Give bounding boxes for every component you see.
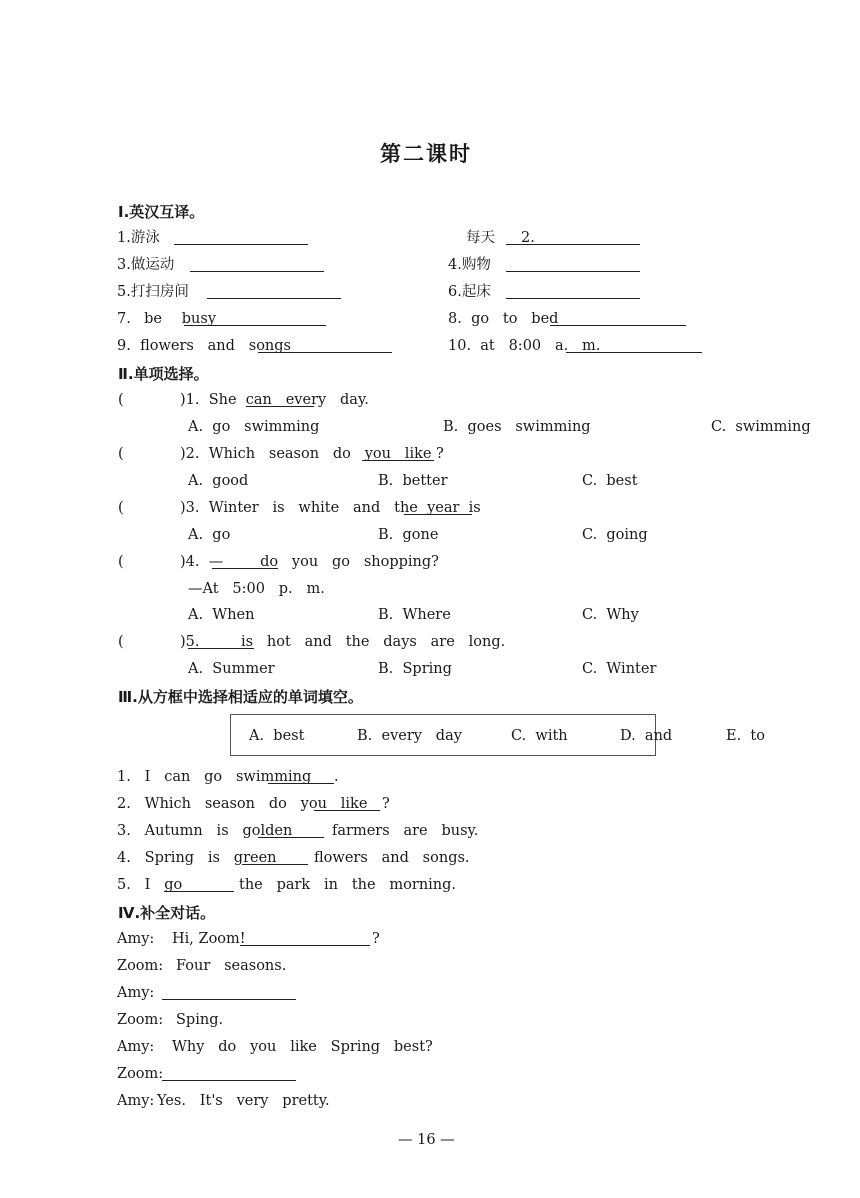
question-reply: —At 5:00 p. m. bbox=[188, 581, 325, 597]
answer-blank[interactable] bbox=[258, 352, 392, 353]
answer-blank[interactable] bbox=[404, 514, 472, 515]
s1-item-2: 每天 bbox=[466, 230, 495, 246]
answer-paren[interactable]: ( bbox=[118, 500, 124, 516]
word-option-a: A. best bbox=[249, 728, 305, 744]
answer-blank[interactable] bbox=[190, 271, 324, 272]
dialogue-tail: ? bbox=[372, 931, 380, 947]
fill-item-5-tail: the park in the morning. bbox=[239, 877, 457, 893]
answer-blank[interactable] bbox=[188, 648, 254, 649]
answer-blank[interactable] bbox=[240, 945, 370, 946]
dialogue-speaker: Zoom: bbox=[117, 958, 164, 974]
s1-item-6: 6.起床 bbox=[448, 284, 491, 300]
question-stem: )5. is hot and the days are long. bbox=[180, 634, 506, 650]
s1-item-8: 8. go to bed bbox=[448, 311, 559, 327]
answer-blank[interactable] bbox=[174, 244, 308, 245]
question-stem: )4. — do you go shopping? bbox=[180, 554, 439, 570]
fill-item-3: 3. Autumn is golden bbox=[117, 823, 293, 839]
s1-item-4: 4.购物 bbox=[448, 257, 491, 273]
answer-blank[interactable] bbox=[162, 1080, 296, 1081]
s1-item-7: 7. be busy bbox=[117, 311, 217, 327]
dialogue-speaker: Zoom: bbox=[117, 1066, 164, 1082]
dialogue-text: Four seasons. bbox=[176, 958, 287, 974]
answer-blank[interactable] bbox=[362, 460, 434, 461]
answer-paren[interactable]: ( bbox=[118, 392, 124, 408]
dialogue-speaker: Amy: bbox=[117, 1093, 155, 1109]
fill-item-3-tail: farmers are busy. bbox=[332, 823, 479, 839]
question-stem: )2. Which season do you like ? bbox=[180, 446, 444, 462]
option-a[interactable]: A. Summer bbox=[188, 661, 275, 677]
dialogue-text: Yes. It's very pretty. bbox=[157, 1093, 330, 1109]
fill-item-1-tail: . bbox=[334, 769, 339, 785]
answer-blank[interactable] bbox=[268, 783, 334, 784]
dialogue-speaker: Amy: bbox=[117, 931, 155, 947]
answer-blank[interactable] bbox=[242, 864, 308, 865]
fill-item-5: 5. I go bbox=[117, 877, 183, 893]
dialogue-text: Hi, Zoom! bbox=[172, 931, 246, 947]
dialogue-text: Sping. bbox=[176, 1012, 224, 1028]
dialogue-speaker: Amy: bbox=[117, 1039, 155, 1055]
option-b[interactable]: B. Where bbox=[378, 607, 451, 623]
s1-item-3: 3.做运动 bbox=[117, 257, 175, 273]
answer-blank[interactable] bbox=[184, 325, 326, 326]
word-option-c: C. with bbox=[511, 728, 568, 744]
s1-item-10: 10. at 8:00 a. m. bbox=[448, 338, 601, 354]
fill-item-2: 2. Which season do you like bbox=[117, 796, 368, 812]
section-4-heading: Ⅳ.补全对话。 bbox=[118, 904, 216, 922]
answer-blank[interactable] bbox=[207, 298, 341, 299]
s1-item-5: 5.打扫房间 bbox=[117, 284, 189, 300]
answer-blank[interactable] bbox=[162, 999, 296, 1000]
option-b[interactable]: B. Spring bbox=[378, 661, 452, 677]
dialogue-text: Why do you like Spring best? bbox=[172, 1039, 433, 1055]
answer-paren[interactable]: ( bbox=[118, 634, 124, 650]
word-option-b: B. every day bbox=[357, 728, 462, 744]
option-c[interactable]: C. swimming bbox=[711, 419, 811, 435]
dialogue-speaker: Zoom: bbox=[117, 1012, 164, 1028]
option-a[interactable]: A. good bbox=[188, 473, 249, 489]
section-1-heading: Ⅰ.英汉互译。 bbox=[118, 203, 205, 221]
page-number: — 16 — bbox=[398, 1132, 455, 1148]
word-option-e: E. to bbox=[726, 728, 765, 744]
answer-blank[interactable] bbox=[246, 406, 314, 407]
answer-blank[interactable] bbox=[212, 568, 278, 569]
answer-blank[interactable] bbox=[506, 298, 640, 299]
fill-item-4-tail: flowers and songs. bbox=[314, 850, 470, 866]
dialogue-speaker: Amy: bbox=[117, 985, 155, 1001]
option-c[interactable]: C. going bbox=[582, 527, 648, 543]
fill-item-4: 4. Spring is green bbox=[117, 850, 277, 866]
s1-item-9: 9. flowers and songs bbox=[117, 338, 291, 354]
option-a[interactable]: A. go bbox=[188, 527, 231, 543]
s1-item-2-answer: 2. bbox=[521, 230, 535, 246]
option-c[interactable]: C. Why bbox=[582, 607, 639, 623]
answer-paren[interactable]: ( bbox=[118, 446, 124, 462]
answer-blank[interactable] bbox=[258, 837, 324, 838]
section-2-heading: Ⅱ.单项选择。 bbox=[118, 365, 209, 383]
option-c[interactable]: C. Winter bbox=[582, 661, 657, 677]
word-option-d: D. and bbox=[620, 728, 673, 744]
option-c[interactable]: C. best bbox=[582, 473, 638, 489]
answer-blank[interactable] bbox=[314, 810, 380, 811]
option-a[interactable]: A. go swimming bbox=[188, 419, 320, 435]
s1-item-1: 1.游泳 bbox=[117, 230, 160, 246]
answer-blank[interactable] bbox=[506, 244, 640, 245]
option-a[interactable]: A. When bbox=[188, 607, 255, 623]
question-stem: )3. Winter is white and the year is bbox=[180, 500, 481, 516]
answer-blank[interactable] bbox=[506, 271, 640, 272]
option-b[interactable]: B. gone bbox=[378, 527, 439, 543]
section-3-heading: Ⅲ.从方框中选择相适应的单词填空。 bbox=[118, 688, 363, 706]
option-b[interactable]: B. better bbox=[378, 473, 448, 489]
option-b[interactable]: B. goes swimming bbox=[443, 419, 591, 435]
answer-blank[interactable] bbox=[164, 891, 234, 892]
answer-paren[interactable]: ( bbox=[118, 554, 124, 570]
question-stem: )1. She can every day. bbox=[180, 392, 369, 408]
page-title: 第二课时 bbox=[380, 142, 472, 166]
fill-item-2-tail: ? bbox=[382, 796, 390, 812]
answer-blank[interactable] bbox=[550, 325, 686, 326]
fill-item-1: 1. I can go swimming bbox=[117, 769, 312, 785]
answer-blank[interactable] bbox=[566, 352, 702, 353]
